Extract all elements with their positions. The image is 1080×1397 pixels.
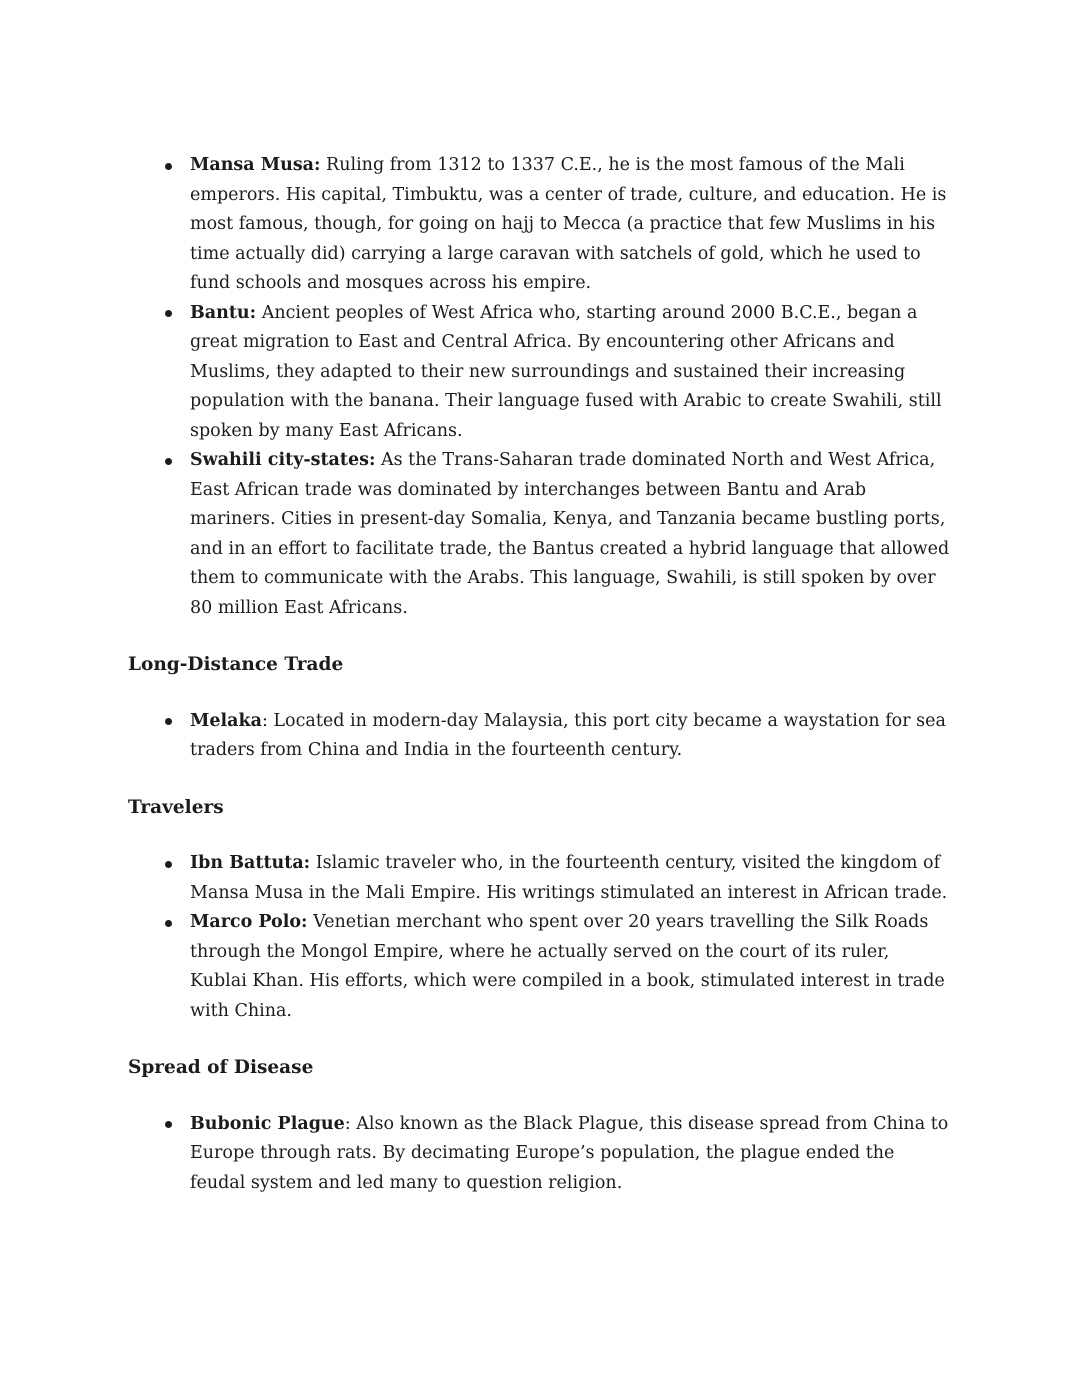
- bullet-icon: [165, 920, 172, 927]
- definition-text: Ruling from 1312 to 1337 C.E., he is the most famous of the Mali emperors. His capital, Timbuktu, was a center of trade, culture, and education. He is most famous, though, for going on hajj to Mecca (a practice that few Muslims in his time actually did) carrying a large caravan with satchels of gold, which he used to fund schools and mosques across his empire.: [190, 155, 947, 293]
- bullet-icon: [165, 163, 172, 170]
- glossary-list: [128, 1110, 952, 1199]
- definition-text: Islamic traveler who, in the fourteenth century, visited the kingdom of Mansa Musa in the Mali Empire. His writings stimulated an interest in African trade.: [190, 853, 948, 903]
- term-text: Bantu:: [190, 302, 257, 323]
- bullet-icon: [165, 458, 172, 465]
- term-text: Ibn Battuta:: [190, 853, 311, 873]
- section-long-distance-trade: [128, 650, 952, 766]
- glossary-list: [128, 849, 952, 1026]
- definition-text: Ancient peoples of West Africa who, starting around 2000 B.C.E., began a great migration to East and Central Africa. By encountering other Africans and Muslims, they adapted to their new surroundings and sustained their increasing population with the banana. Their language fused with Arabic to create Swahili, still spoken by many East Africans.: [190, 302, 942, 441]
- list-item-swahili-city-states: [128, 446, 950, 623]
- section-heading: Spread of Disease: [128, 1057, 314, 1078]
- term-text: Melaka: [190, 710, 262, 731]
- bullet-icon: [165, 718, 172, 725]
- list-item-bantu: [128, 299, 950, 447]
- section-travelers: [128, 793, 952, 1027]
- section-kingdoms-glossary: [128, 151, 952, 623]
- definition-text: : Also known as the Black Plague, this disease spread from China to Europe through rats. By decimating Europe’s population, the plague ended the feudal system and led many to question religion.: [190, 1113, 949, 1193]
- list-item-marco-polo: [128, 908, 950, 1026]
- list-item-melaka: [128, 707, 950, 766]
- bullet-icon: [165, 1121, 172, 1128]
- list-item-mansa-musa: [128, 151, 950, 299]
- term-text: Mansa Musa:: [190, 155, 321, 175]
- bullet-icon: [165, 861, 172, 868]
- list-item-bubonic-plague: [128, 1110, 950, 1199]
- glossary-list: [128, 707, 952, 766]
- section-heading: Travelers: [128, 796, 224, 818]
- section-heading: Long-Distance Trade: [128, 654, 344, 675]
- definition-text: As the Trans-Saharan trade dominated North and West Africa, East African trade was dominated by interchanges between Bantu and Arab mariners. Cities in present-day Somalia, Kenya, and Tanzania became bustling ports, and in an effort to facilitate trade, the Bantus created a hybrid language that allowed them to communicate with the Arabs. This language, Swahili, is still spoken by over 80 million East Africans.: [190, 450, 950, 618]
- definition-text: : Located in modern-day Malaysia, this port city became a waystation for sea traders from China and India in the fourteenth century.: [190, 710, 946, 760]
- bullet-icon: [165, 310, 172, 317]
- term-text: Swahili city-states:: [190, 450, 376, 470]
- definition-text: Venetian merchant who spent over 20 years travelling the Silk Roads through the Mongol Empire, where he actually served on the court of its ruler, Kublai Khan. His efforts, which were compiled in a book, stimulated interest in trade with China.: [190, 912, 945, 1021]
- term-text: Bubonic Plague: [190, 1113, 345, 1134]
- list-item-ibn-battuta: [128, 849, 950, 908]
- term-text: Marco Polo:: [190, 912, 308, 932]
- section-spread-of-disease: [128, 1053, 952, 1198]
- glossary-list: [128, 151, 952, 623]
